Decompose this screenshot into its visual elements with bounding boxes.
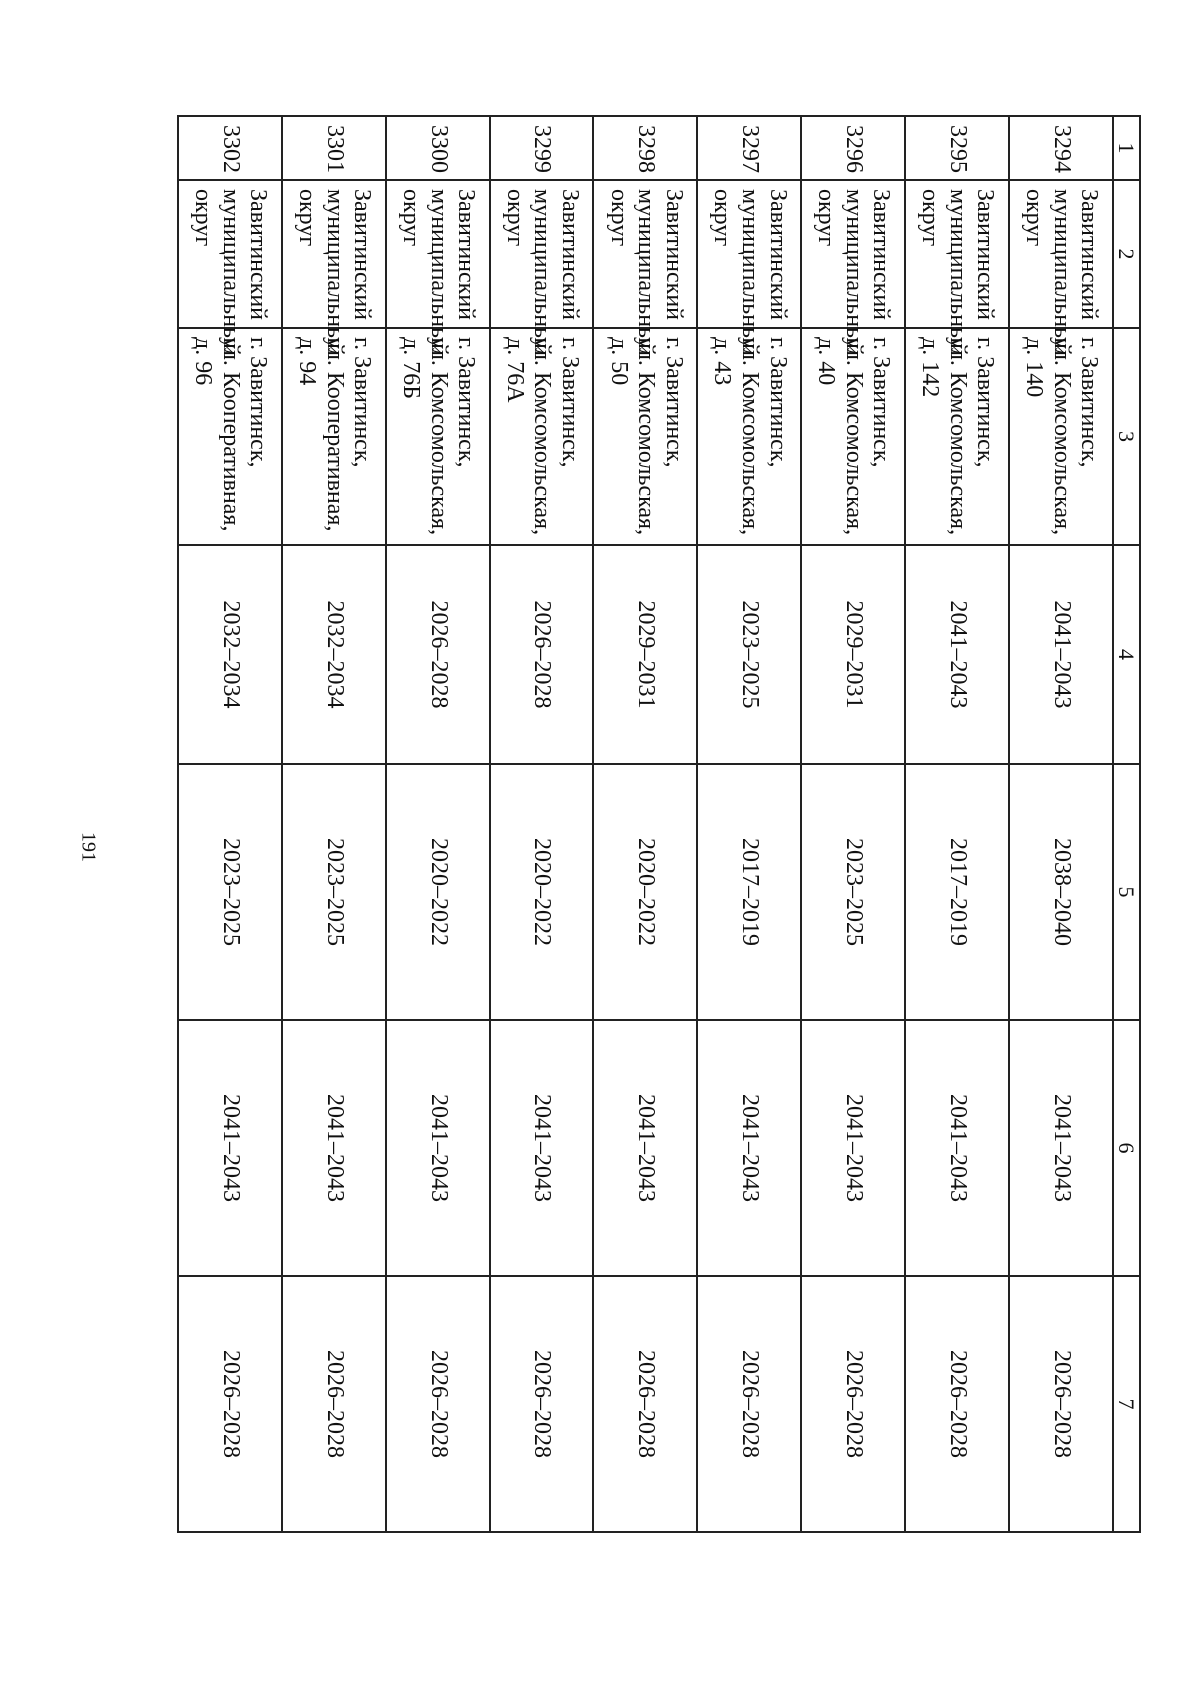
period-cell-5: 2020–2022 <box>490 764 594 1020</box>
district-cell-line: Завитинский <box>868 189 895 321</box>
district-cell-line: муниципальный <box>1048 189 1075 357</box>
district-cell-line: Завитинский <box>349 189 376 321</box>
address-cell <box>1009 328 1113 545</box>
district-cell <box>1009 180 1113 357</box>
period-cell-4: 2041–2043 <box>1009 545 1113 764</box>
district-cell-line: муниципальный <box>321 189 348 357</box>
row-number-cell: 3295 <box>905 116 1009 180</box>
district-cell <box>490 180 594 357</box>
period-cell-5: 2017–2019 <box>905 764 1009 1020</box>
row-number-cell: 3300 <box>386 116 490 180</box>
address-cell-line: ул. Комсомольская, <box>1048 337 1075 536</box>
address-cell <box>697 328 801 545</box>
address-cell-line: г. Завитинск, <box>1076 337 1103 468</box>
table-wrapper <box>177 115 1141 1531</box>
period-cell-7: 2026–2028 <box>593 1276 697 1532</box>
address-cell <box>593 328 697 545</box>
address-cell-line: ул. Комсомольская, <box>529 337 556 536</box>
district-cell-line: Завитинский <box>660 189 687 321</box>
district-cell-line: Завитинский <box>556 189 583 321</box>
period-cell-7: 2026–2028 <box>905 1276 1009 1532</box>
column-header: 6 <box>1113 1020 1140 1276</box>
address-cell-line: д. 40 <box>813 337 840 386</box>
district-cell-line: муниципальный <box>217 189 244 357</box>
table-row <box>593 116 697 1532</box>
district-cell-line: Завитинский <box>972 189 999 321</box>
column-header: 2 <box>1113 180 1140 328</box>
period-cell-6: 2041–2043 <box>490 1020 594 1276</box>
address-cell-line: д. 142 <box>917 337 944 398</box>
district-cell <box>386 180 490 357</box>
table-body <box>178 116 1113 1532</box>
period-cell-4: 2026–2028 <box>490 545 594 764</box>
district-cell-line: округ <box>709 189 736 247</box>
period-cell-6: 2041–2043 <box>1009 1020 1113 1276</box>
period-cell-7: 2026–2028 <box>801 1276 905 1532</box>
address-cell-line: д. 76Б <box>397 337 424 399</box>
period-cell-4: 2026–2028 <box>386 545 490 764</box>
period-cell-7: 2026–2028 <box>282 1276 386 1532</box>
address-cell-line: г. Завитинск, <box>349 337 376 468</box>
period-cell-5: 2038–2040 <box>1009 764 1113 1020</box>
district-cell-line: Завитинский <box>245 189 272 321</box>
district-cell-line: муниципальный <box>633 189 660 357</box>
period-cell-6: 2041–2043 <box>905 1020 1009 1276</box>
address-cell-line: г. Завитинск, <box>868 337 895 468</box>
district-cell-line: Завитинский <box>1076 189 1103 321</box>
table-row <box>905 116 1009 1532</box>
district-cell <box>801 180 905 357</box>
address-cell-line: д. 96 <box>190 337 217 386</box>
row-number-cell: 3294 <box>1009 116 1113 180</box>
address-cell-line: д. 94 <box>294 337 321 386</box>
table-row <box>1009 116 1113 1532</box>
row-number-cell: 3298 <box>593 116 697 180</box>
column-header: 5 <box>1113 764 1140 1020</box>
period-cell-4: 2029–2031 <box>801 545 905 764</box>
table-row <box>386 116 490 1532</box>
period-cell-4: 2023–2025 <box>697 545 801 764</box>
page-number: 191 <box>77 832 100 862</box>
period-cell-6: 2041–2043 <box>801 1020 905 1276</box>
district-cell-line: муниципальный <box>840 189 867 357</box>
address-cell-line: д. 50 <box>605 337 632 386</box>
address-cell-line: г. Завитинск, <box>453 337 480 468</box>
table-row <box>801 116 905 1532</box>
row-number-cell: 3299 <box>490 116 594 180</box>
header-row <box>1113 116 1140 1532</box>
period-cell-5: 2020–2022 <box>386 764 490 1020</box>
row-number-cell: 3302 <box>178 116 282 180</box>
period-cell-7: 2026–2028 <box>1009 1276 1113 1532</box>
row-number-cell: 3301 <box>282 116 386 180</box>
period-cell-7: 2026–2028 <box>697 1276 801 1532</box>
district-cell <box>282 180 386 357</box>
address-cell <box>386 328 490 545</box>
district-cell-line: округ <box>190 189 217 247</box>
address-cell-line: д. 76А <box>501 337 528 403</box>
period-cell-4: 2041–2043 <box>905 545 1009 764</box>
district-cell <box>178 180 282 357</box>
period-cell-5: 2020–2022 <box>593 764 697 1020</box>
address-cell-line: ул. Комсомольская, <box>633 337 660 536</box>
period-cell-7: 2026–2028 <box>386 1276 490 1532</box>
district-cell-line: муниципальный <box>944 189 971 357</box>
address-cell-line: г. Завитинск, <box>660 337 687 468</box>
district-cell-line: округ <box>397 189 424 247</box>
district-cell-line: Завитинский <box>453 189 480 321</box>
address-cell <box>490 328 594 545</box>
period-cell-5: 2023–2025 <box>178 764 282 1020</box>
period-cell-6: 2041–2043 <box>282 1020 386 1276</box>
period-cell-5: 2017–2019 <box>697 764 801 1020</box>
column-header: 1 <box>1113 116 1140 180</box>
district-cell-line: муниципальный <box>737 189 764 357</box>
address-cell <box>178 328 282 545</box>
district-cell-line: округ <box>294 189 321 247</box>
address-cell-line: г. Завитинск, <box>972 337 999 468</box>
column-header: 4 <box>1113 545 1140 764</box>
district-cell <box>697 180 801 357</box>
district-cell <box>593 180 697 357</box>
rotated-table-container <box>177 115 1141 1531</box>
period-cell-7: 2026–2028 <box>178 1276 282 1532</box>
district-cell-line: Завитинский <box>764 189 791 321</box>
address-cell-line: ул. Кооперативная, <box>321 337 348 532</box>
address-cell-line: ул. Кооперативная, <box>217 337 244 532</box>
district-cell-line: округ <box>501 189 528 247</box>
address-cell <box>282 328 386 545</box>
period-cell-4: 2029–2031 <box>593 545 697 764</box>
schedule-table <box>177 115 1141 1533</box>
period-cell-5: 2023–2025 <box>801 764 905 1020</box>
address-cell <box>905 328 1009 545</box>
district-cell-line: округ <box>1020 189 1047 247</box>
address-cell-line: д. 140 <box>1020 337 1047 398</box>
column-header: 7 <box>1113 1276 1140 1532</box>
district-cell-line: муниципальный <box>529 189 556 357</box>
address-cell-line: ул. Комсомольская, <box>944 337 971 536</box>
address-cell-line: д. 43 <box>709 337 736 386</box>
address-cell-line: г. Завитинск, <box>764 337 791 468</box>
address-cell-line: г. Завитинск, <box>245 337 272 468</box>
district-cell-line: округ <box>605 189 632 247</box>
period-cell-4: 2032–2034 <box>282 545 386 764</box>
period-cell-6: 2041–2043 <box>178 1020 282 1276</box>
address-cell-line: ул. Комсомольская, <box>425 337 452 536</box>
table-row <box>178 116 282 1532</box>
row-number-cell: 3297 <box>697 116 801 180</box>
column-header: 3 <box>1113 328 1140 545</box>
period-cell-4: 2032–2034 <box>178 545 282 764</box>
table-row <box>697 116 801 1532</box>
period-cell-6: 2041–2043 <box>386 1020 490 1276</box>
district-cell-line: муниципальный <box>425 189 452 357</box>
address-cell-line: ул. Комсомольская, <box>737 337 764 536</box>
table-row <box>282 116 386 1532</box>
row-number-cell: 3296 <box>801 116 905 180</box>
district-cell-line: округ <box>917 189 944 247</box>
district-cell-line: округ <box>813 189 840 247</box>
period-cell-6: 2041–2043 <box>593 1020 697 1276</box>
address-cell <box>801 328 905 545</box>
period-cell-6: 2041–2043 <box>697 1020 801 1276</box>
period-cell-5: 2023–2025 <box>282 764 386 1020</box>
address-cell-line: г. Завитинск, <box>556 337 583 468</box>
address-cell-line: ул. Комсомольская, <box>840 337 867 536</box>
period-cell-7: 2026–2028 <box>490 1276 594 1532</box>
table-row <box>490 116 594 1532</box>
district-cell <box>905 180 1009 357</box>
